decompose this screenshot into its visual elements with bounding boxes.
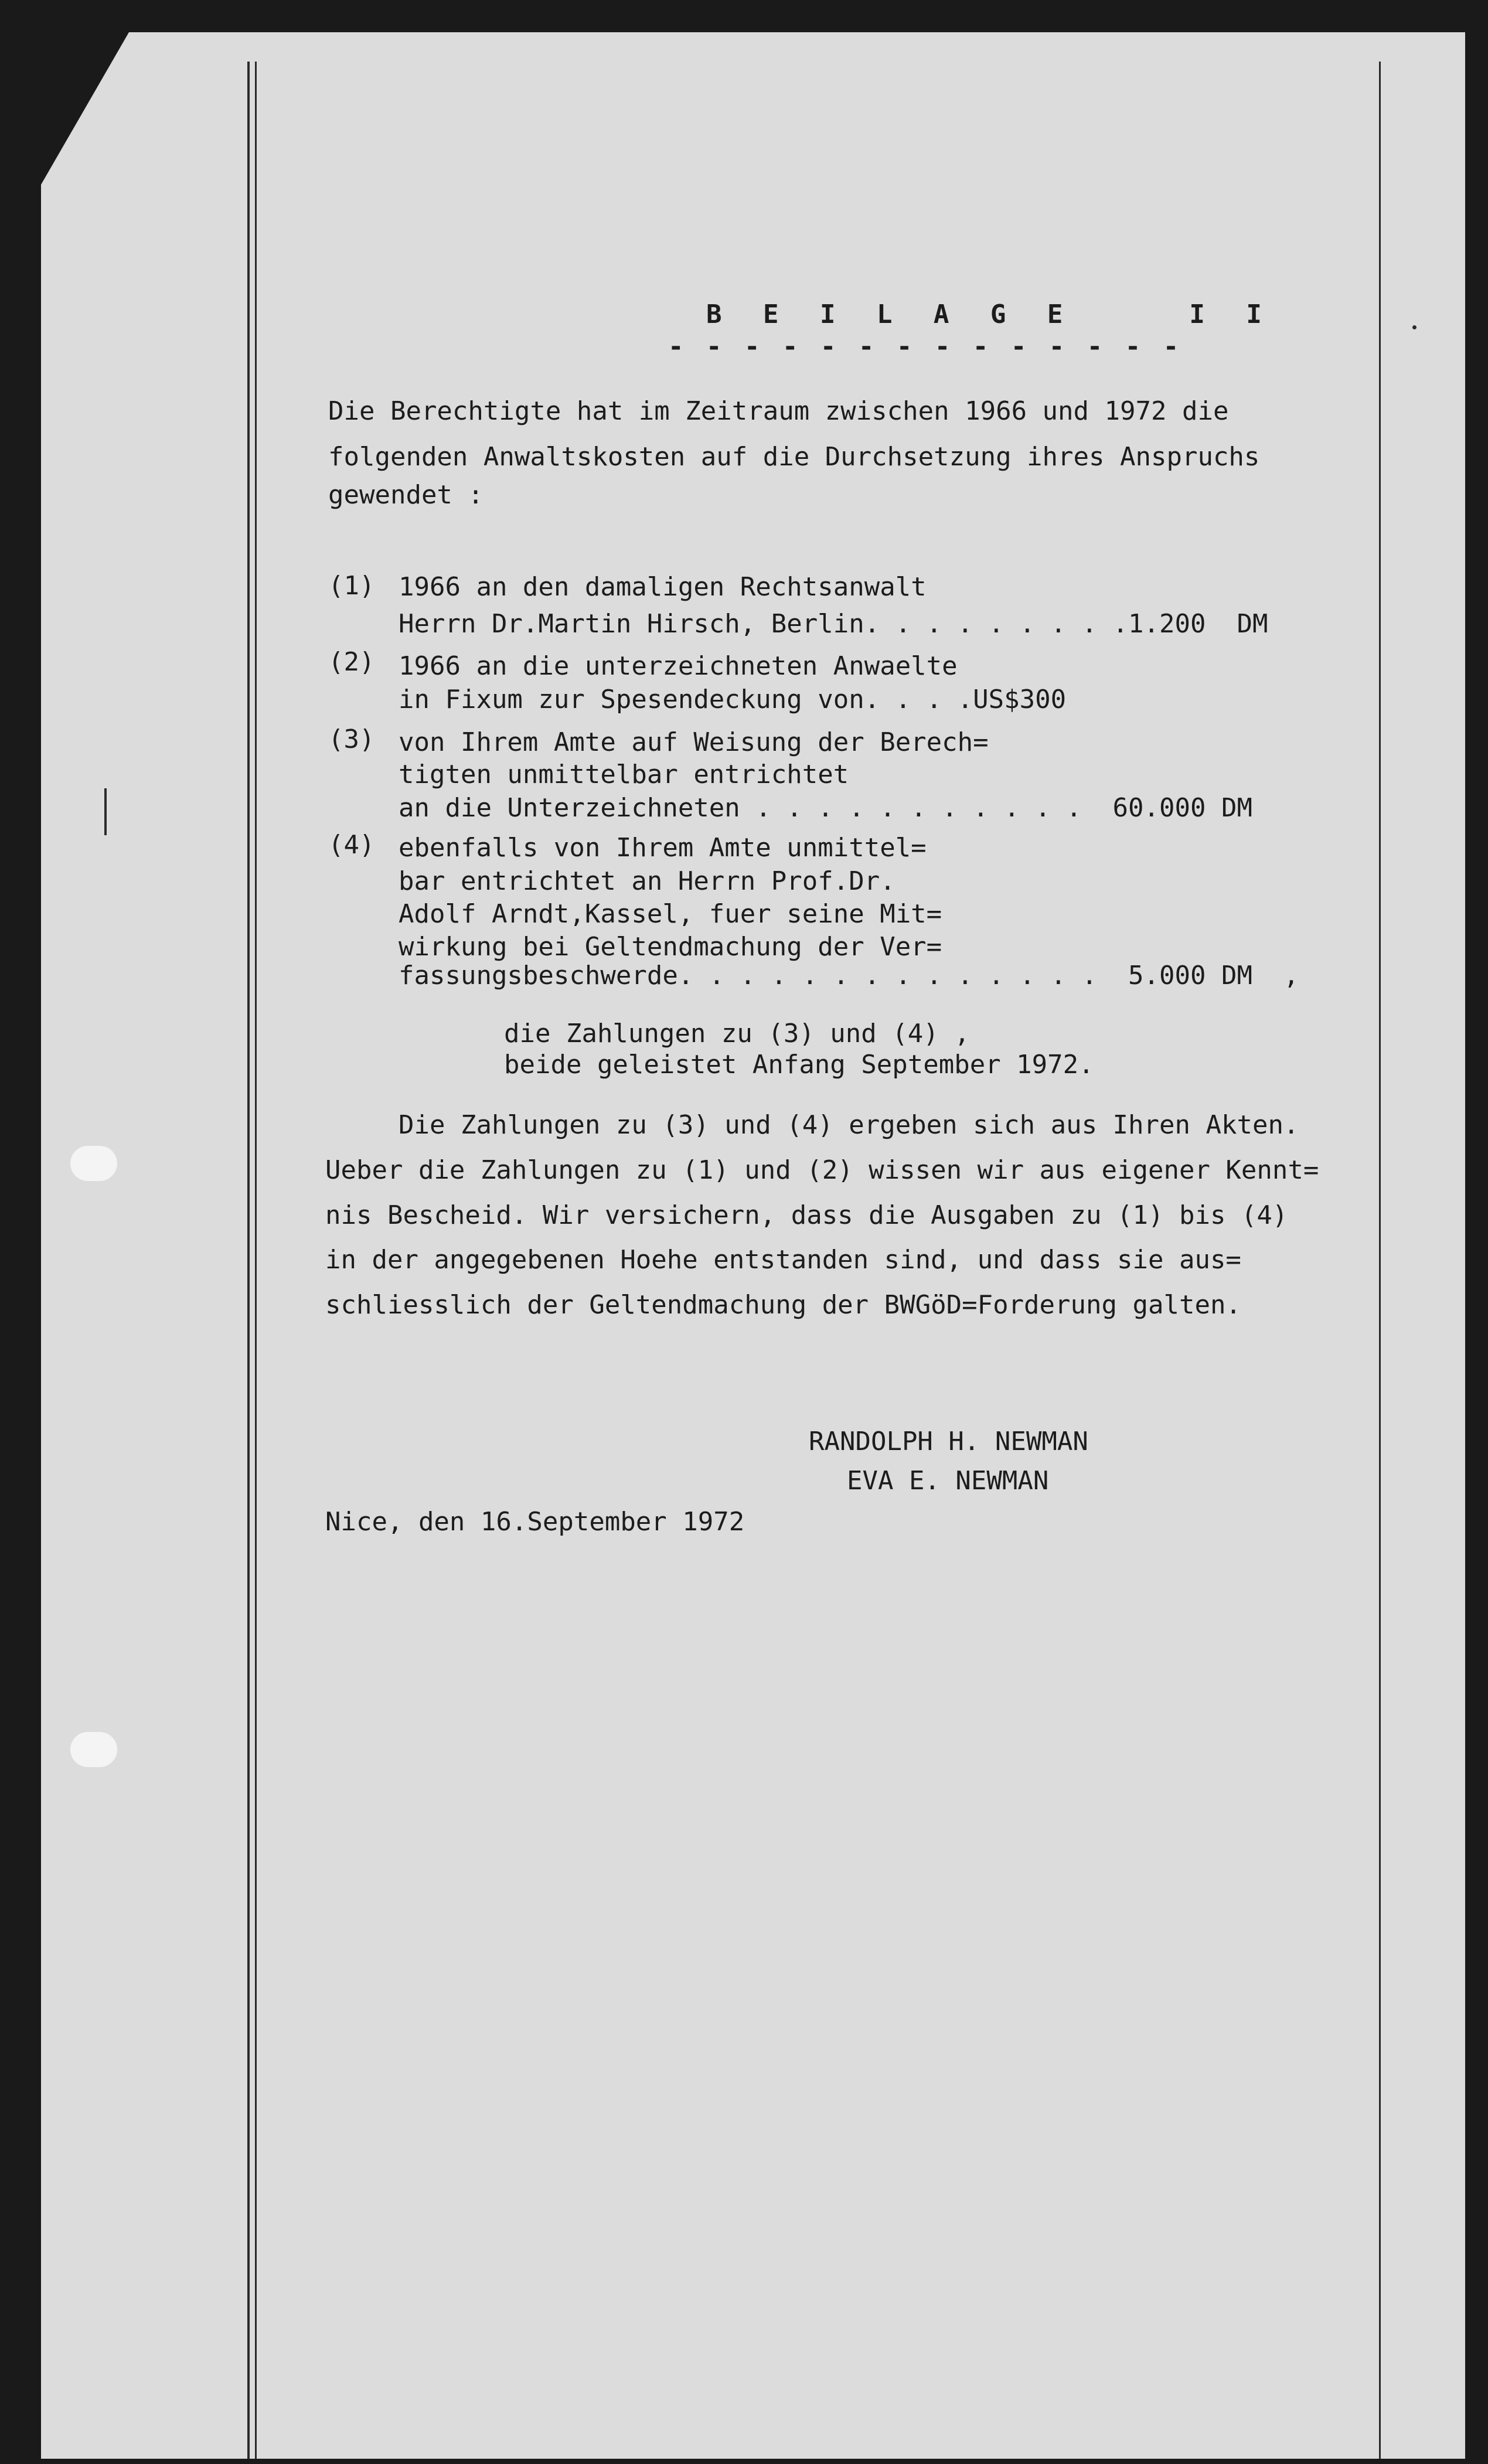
closing-line: schliesslich der Geltendmachung der BWGöD=Forderung galten. xyxy=(325,1290,1241,1320)
signatory-name: RANDOLPH H. NEWMAN xyxy=(809,1427,1088,1456)
punch-hole-bottom xyxy=(70,1732,117,1767)
folded-corner xyxy=(41,32,129,185)
item-line: wirkung bei Geltendmachung der Ver= xyxy=(399,932,942,962)
closing-line: Die Zahlungen zu (3) und (4) ergeben sich aus Ihren Akten. xyxy=(399,1110,1299,1140)
intro-line: Die Berechtigte hat im Zeitraum zwischen 1966 und 1972 die xyxy=(328,396,1229,426)
left-margin-rule xyxy=(247,62,250,2459)
closing-line: Ueber die Zahlungen zu (1) und (2) wissen wir aus eigener Kennt= xyxy=(325,1155,1319,1185)
paper-dot xyxy=(1412,325,1417,329)
item-number: (1) xyxy=(328,571,375,601)
signatory-name: EVA E. NEWMAN xyxy=(847,1466,1049,1496)
item-line: fassungsbeschwerde. . . . . . . . . . . . . . 5.000 DM , xyxy=(399,961,1299,991)
punch-hole-top xyxy=(70,1146,117,1181)
closing-line: in der angegebenen Hoehe entstanden sind, und dass sie aus= xyxy=(325,1245,1241,1275)
item-line: von Ihrem Amte auf Weisung der Berech= xyxy=(399,727,989,757)
item-line: ebenfalls von Ihrem Amte unmittel= xyxy=(399,833,927,863)
intro-line: gewendet : xyxy=(328,480,483,510)
right-margin-rule xyxy=(1379,62,1381,2459)
item-line: Herrn Dr.Martin Hirsch, Berlin. . . . . . . . .1.200 DM xyxy=(399,609,1268,639)
closing-line: nis Bescheid. Wir versichern, dass die Ausgaben zu (1) bis (4) xyxy=(325,1200,1288,1230)
item-number: (3) xyxy=(328,724,375,754)
item-number: (2) xyxy=(328,647,375,677)
item-line: bar entrichtet an Herrn Prof.Dr. xyxy=(399,866,895,896)
paper-mark xyxy=(104,788,107,835)
item-line: 1966 an die unterzeichneten Anwaelte xyxy=(399,651,958,681)
item-line: Adolf Arndt,Kassel, fuer seine Mit= xyxy=(399,899,942,929)
payment-note-line: die Zahlungen zu (3) und (4) , xyxy=(504,1019,970,1049)
place-date: Nice, den 16.September 1972 xyxy=(325,1507,745,1537)
item-line: an die Unterzeichneten . . . . . . . . . . . 60.000 DM xyxy=(399,793,1252,823)
payment-note-line: beide geleistet Anfang September 1972. xyxy=(504,1050,1094,1080)
item-number: (4) xyxy=(328,830,375,860)
item-line: 1966 an den damaligen Rechtsanwalt xyxy=(399,572,927,602)
heading-title: B E I L A G E I I xyxy=(706,300,1275,329)
left-margin-rule-inner xyxy=(255,62,257,2459)
intro-line: folgenden Anwaltskosten auf die Durchsetzung ihres Anspruchs xyxy=(328,442,1260,472)
heading-underline: - - - - - - - - - - - - - - xyxy=(668,332,1183,362)
item-line: in Fixum zur Spesendeckung von. . . .US$300 xyxy=(399,685,1067,714)
item-line: tigten unmittelbar entrichtet xyxy=(399,760,849,789)
